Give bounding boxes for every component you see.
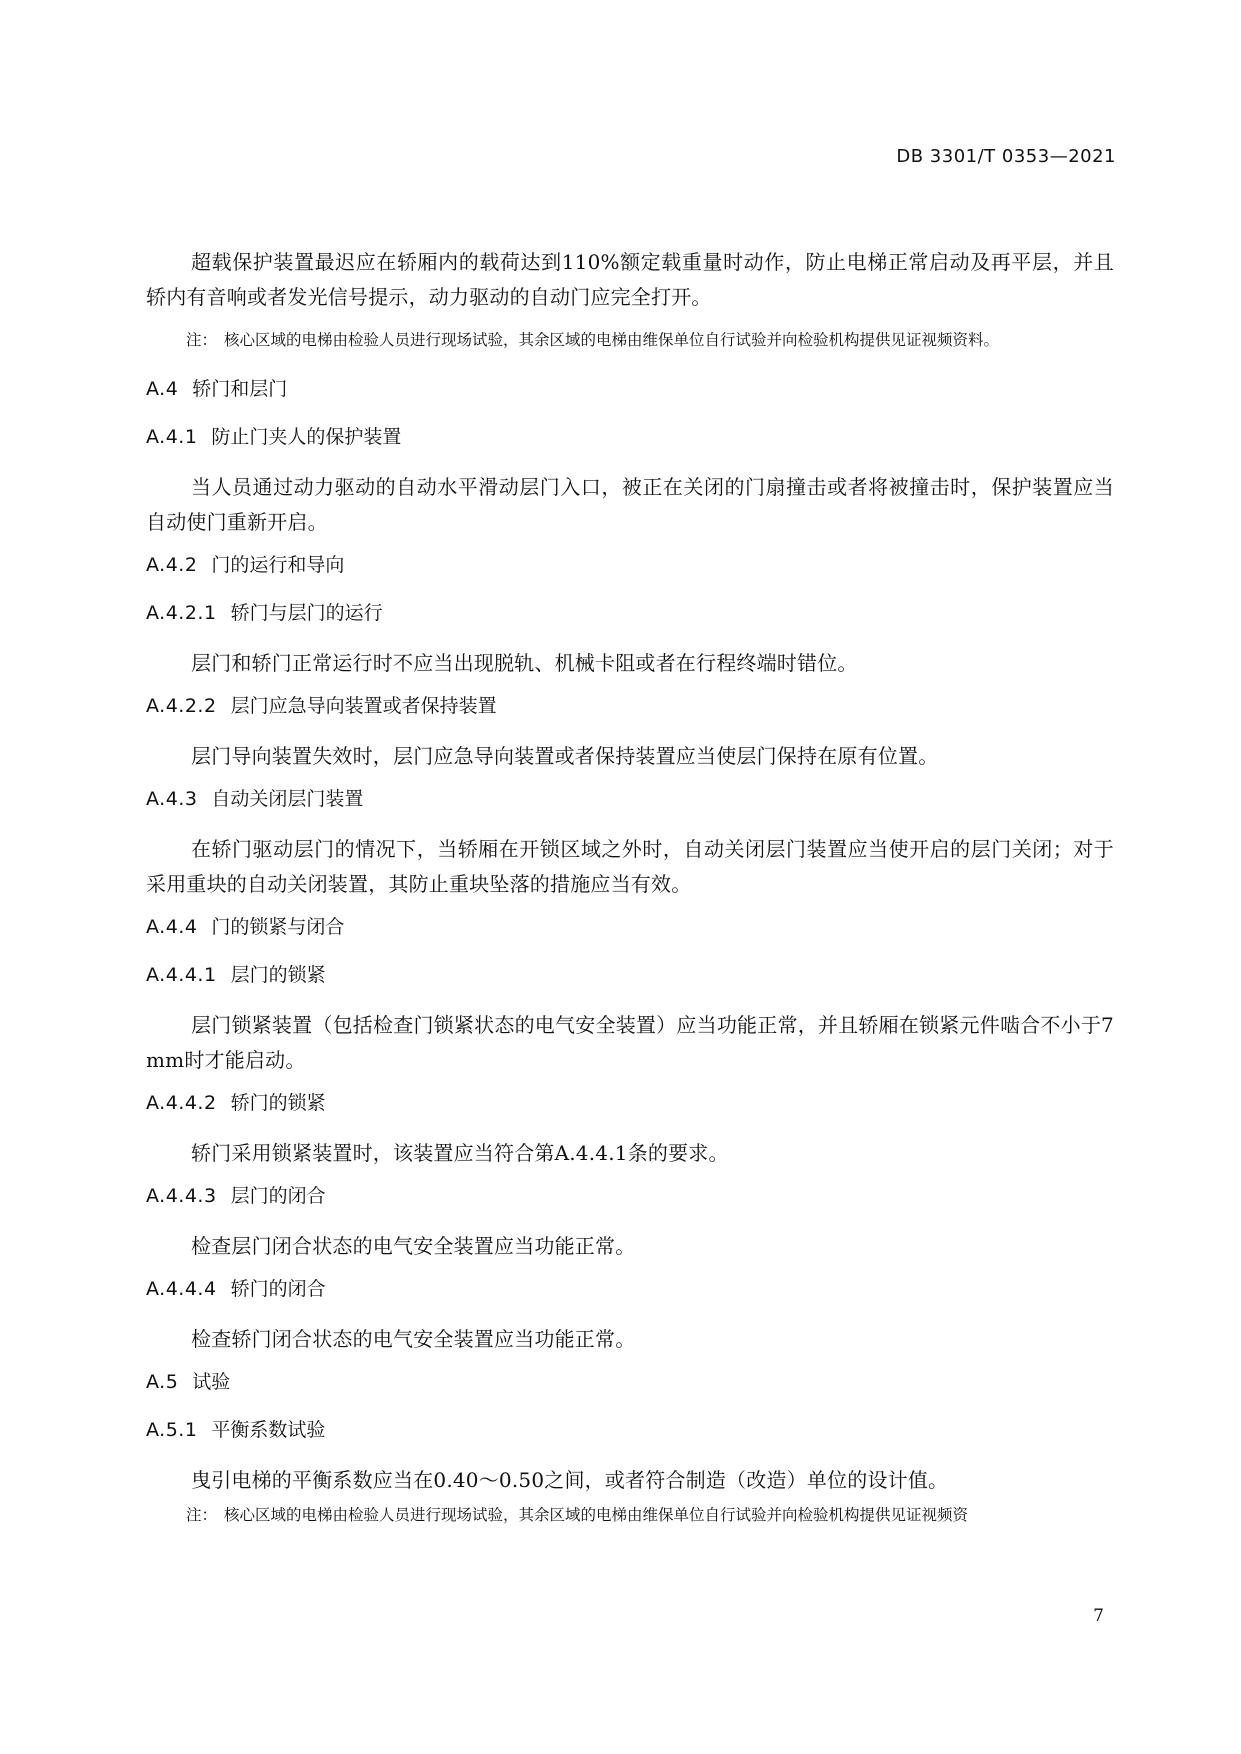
section-title: 轿门的闭合 [230, 1278, 326, 1300]
paragraph: 轿门采用锁紧装置时，该装置应当符合第A.4.4.1条的要求。 [191, 1141, 729, 1165]
section-title: 层门的锁紧 [230, 964, 326, 986]
section-heading [146, 1415, 1114, 1445]
section-heading [146, 960, 1114, 990]
note-text: 核心区域的电梯由检验人员进行现场试验，其余区域的电梯由维保单位自行试验并向检验机构提供见证视频资料。 [224, 331, 1000, 349]
section-number: A.4.2 [146, 554, 198, 576]
section-number: A.4.4 [146, 916, 198, 938]
document-body [146, 245, 1114, 1549]
section-title: 层门应急导向装置或者保持装置 [230, 695, 497, 717]
section-heading [146, 1088, 1114, 1118]
page-number: 7 [1093, 1606, 1104, 1626]
paragraph-overload-protection: 超载保护装置最迟应在轿厢内的载荷达到110%额定载重量时动作，防止电梯正常启动及再平层，并且轿内有音响或者发光信号提示，动力驱动的自动门应完全打开。 [146, 250, 1114, 309]
paragraph: 层门锁紧装置（包括检查门锁紧状态的电气安全装置）应当功能正常，并且轿厢在锁紧元件啮合不小于7 mm时才能启动。 [146, 1013, 1114, 1072]
section-number: A.4.3 [146, 788, 198, 810]
section-heading [146, 1274, 1114, 1304]
note-label: 注： [186, 331, 218, 349]
note-label: 注： [186, 1506, 218, 1524]
section-title: 轿门的锁紧 [230, 1092, 326, 1114]
section-title: 自动关闭层门装置 [211, 788, 364, 810]
section-number: A.4.4.4 [146, 1278, 217, 1300]
paragraph: 层门和轿门正常运行时不应当出现脱轨、机械卡阻或者在行程终端时错位。 [191, 651, 858, 675]
section-heading [146, 550, 1114, 580]
section-number: A.4.2.2 [146, 695, 217, 717]
section-heading [146, 598, 1114, 628]
section-title: 门的锁紧与闭合 [211, 916, 345, 938]
paragraph: 检查层门闭合状态的电气安全装置应当功能正常。 [191, 1234, 636, 1258]
paragraph: 当人员通过动力驱动的自动水平滑动层门入口，被正在关闭的门扇撞击或者将被撞击时，保护装置应当自动使门重新开启。 [146, 475, 1114, 534]
paragraph: 检查轿门闭合状态的电气安全装置应当功能正常。 [191, 1327, 636, 1351]
section-number: A.4.2.1 [146, 602, 217, 624]
section-heading [146, 1367, 1114, 1397]
section-title: 平衡系数试验 [211, 1419, 326, 1441]
note [146, 325, 1114, 356]
section-number: A.5 [146, 1371, 179, 1393]
paragraph: 曳引电梯的平衡系数应当在0.40～0.50之间，或者符合制造（改造）单位的设计值。 [191, 1468, 949, 1492]
section-heading [146, 691, 1114, 721]
section-number: A.5.1 [146, 1419, 198, 1441]
section-title: 轿门与层门的运行 [230, 602, 383, 624]
section-number: A.4.4.1 [146, 964, 217, 986]
section-title: 门的运行和导向 [211, 554, 345, 576]
section-title: 试验 [192, 1371, 231, 1393]
paragraph: 层门导向装置失效时，层门应急导向装置或者保持装置应当使层门保持在原有位置。 [191, 744, 939, 768]
note-text: 核心区域的电梯由检验人员进行现场试验，其余区域的电梯由维保单位自行试验并向检验机构提供见证视频资 [224, 1506, 969, 1524]
section-title: 层门的闭合 [230, 1185, 326, 1207]
section-title: 轿门和层门 [192, 378, 288, 400]
document-code: DB 3301/T 0353—2021 [896, 146, 1116, 167]
section-number: A.4.1 [146, 426, 198, 448]
paragraph: 在轿门驱动层门的情况下，当轿厢在开锁区域之外时，自动关闭层门装置应当使开启的层门关闭；对于采用重块的自动关闭装置，其防止重块坠落的措施应当有效。 [146, 837, 1114, 896]
section-title: 防止门夹人的保护装置 [211, 426, 402, 448]
section-number: A.4 [146, 378, 179, 400]
note [146, 1500, 1114, 1531]
section-number: A.4.4.2 [146, 1092, 217, 1114]
section-number: A.4.4.3 [146, 1185, 217, 1207]
section-heading [146, 422, 1114, 452]
section-heading [146, 912, 1114, 942]
section-heading [146, 374, 1114, 404]
section-heading [146, 1181, 1114, 1211]
section-heading [146, 784, 1114, 814]
